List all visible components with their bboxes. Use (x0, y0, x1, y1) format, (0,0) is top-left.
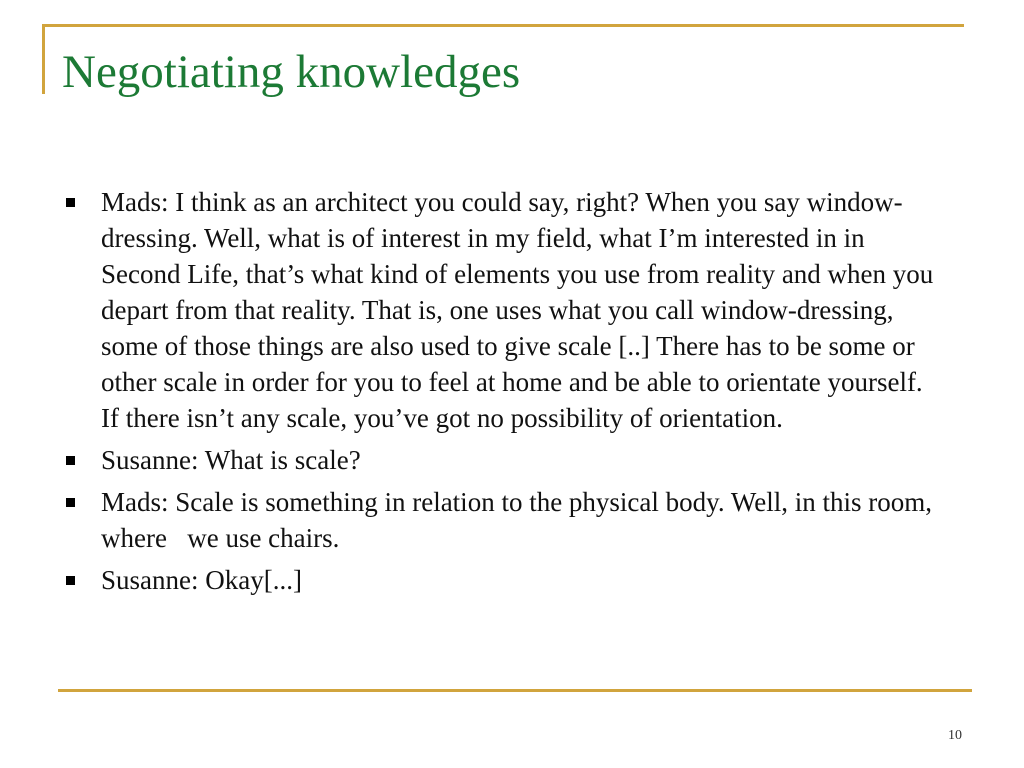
bullet-text: Mads: Scale is something in relation to the physical body. Well, in this room, where we use chairs. (101, 487, 939, 553)
square-bullet-icon (66, 576, 75, 585)
bullet-item (66, 184, 946, 436)
bullet-item (66, 562, 946, 598)
square-bullet-icon (66, 456, 75, 465)
bullet-item (66, 442, 946, 478)
left-rule (42, 24, 45, 94)
page-number: 10 (948, 728, 962, 743)
square-bullet-icon (66, 198, 75, 207)
bullet-item (66, 484, 946, 556)
bullet-text: Susanne: What is scale? (101, 445, 361, 475)
footer-rule (58, 689, 972, 692)
slide-title: Negotiating knowledges (62, 46, 521, 98)
bullet-text: Susanne: Okay[...] (101, 565, 302, 595)
bullet-text: Mads: I think as an architect you could say, right? When you say window-dressing. Well, what is of interest in my field, what I’m interested in in Second Life, that’s what kind of elements you use from reality and when you depart from that reality. That is, one uses what you call window-dressing, some of those things are also used to give scale [..] There has to be some or other scale in order for you to feel at home and be able to orientate yourself. If there isn’t any scale, you’ve got no possibility of orientation. (101, 187, 941, 433)
square-bullet-icon (66, 498, 75, 507)
top-rule (42, 24, 964, 27)
bullet-list (66, 184, 946, 604)
